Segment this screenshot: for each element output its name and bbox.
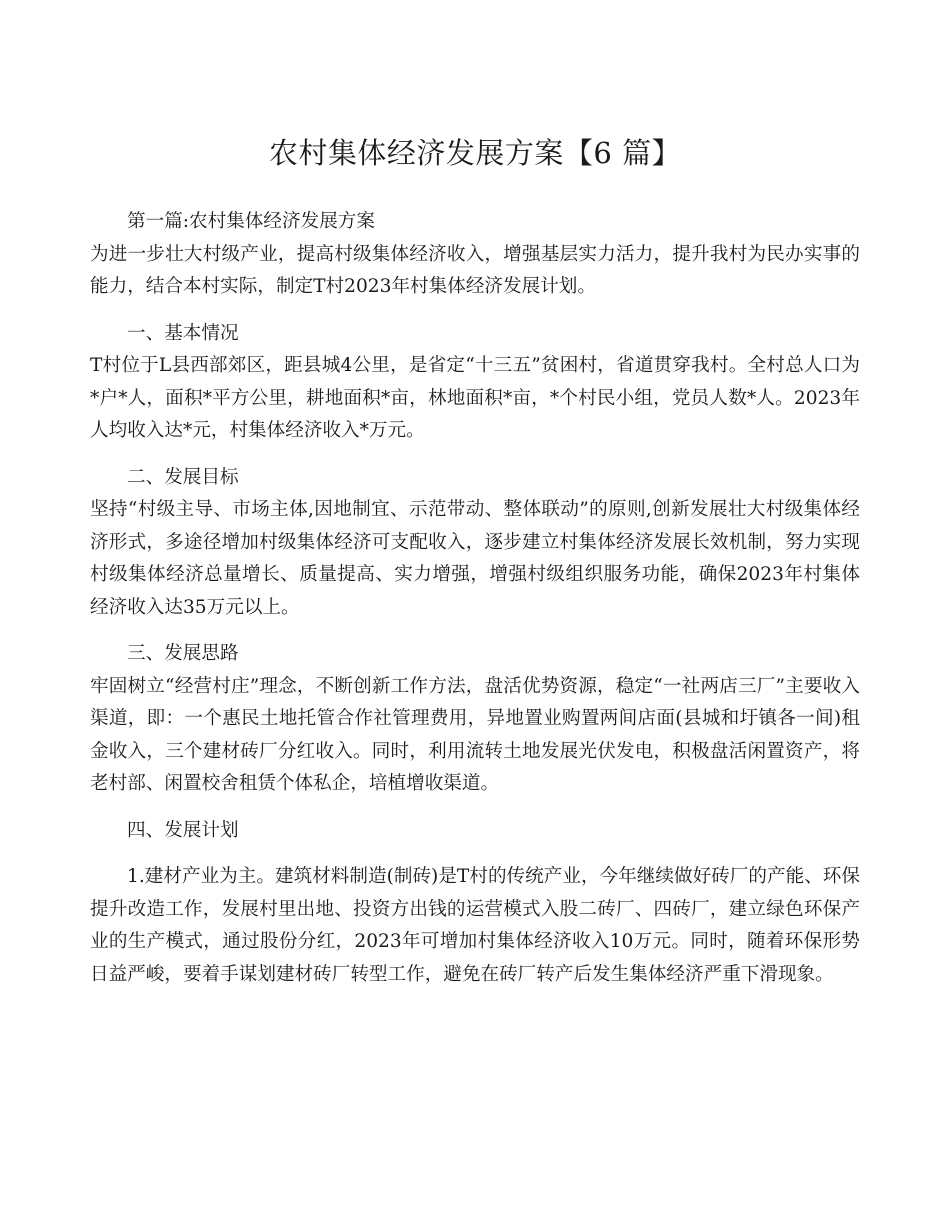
section-body-basic: T村位于L县西部郊区，距县城4公里，是省定“十三五”贫困村，省道贯穿我村。全村总人口为*户*人，面积*平方公里，耕地面积*亩，林地面积*亩，*个村民小组，党员人数*人。2023年人均收入达*元，村集体经济收入*万元。	[90, 355, 860, 441]
section-body-goals: 坚持“村级主导、市场主体,因地制宜、示范带动、整体联动”的原则,创新发展壮大村级集体经济形式，多途径增加村级集体经济可支配收入，逐步建立村集体经济发展长效机制，努力实现村级集体经济总量增长、质量提高、实力增强，增强村级组织服务功能，确保2023年村集体经济收入达35万元以上。	[90, 499, 860, 618]
section-heading-goals: 二、发展目标	[127, 466, 239, 488]
spacer	[90, 847, 860, 861]
spacer	[90, 304, 860, 318]
section-body-plan: 1.建材产业为主。建筑材料制造(制砖)是T村的传统产业，今年继续做好砖厂的产能、环保提升改造工作，发展村里出地、投资方出钱的运营模式入股二砖厂、四砖厂，建立绿色环保产业的生产模式，通过股份分红，2023年可增加村集体经济收入10万元。同时，随着环保形势日益严峻，要着手谋划建材砖厂转型工作，避免在砖厂转产后发生集体经济严重下滑现象。	[90, 866, 860, 985]
spacer	[90, 448, 860, 462]
section-heading-approach: 三、发展思路	[127, 643, 239, 664]
document-body	[90, 206, 860, 991]
section-heading-plan: 四、发展计划	[127, 819, 239, 841]
section-body-approach: 牢固树立“经营村庄”理念，不断创新工作方法，盘活优势资源，稳定“一社两店三厂”主要收入渠道，即：一个惠民土地托管合作社管理费用，异地置业购置两间店面(县城和圩镇各一间)租金收入，三个建材砖厂分红收入。同时，利用流转土地发展光伏发电，积极盘活闲置资产，将老村部、闲置校舍租赁个体私企，培植增收渠道。	[90, 675, 860, 794]
section-heading-basic: 一、基本情况	[127, 322, 239, 344]
part-heading: 第一篇:农村集体经济发展方案	[127, 211, 375, 232]
spacer	[90, 801, 860, 815]
spacer	[90, 624, 860, 638]
document-title: 农村集体经济发展方案【6 篇】	[268, 136, 682, 170]
intro-paragraph: 为进一步壮大村级产业，提高村级集体经济收入，增强基层实力活力，提升我村为民办实事的能力，结合本村实际，制定T村2023年村集体经济发展计划。	[90, 243, 860, 297]
